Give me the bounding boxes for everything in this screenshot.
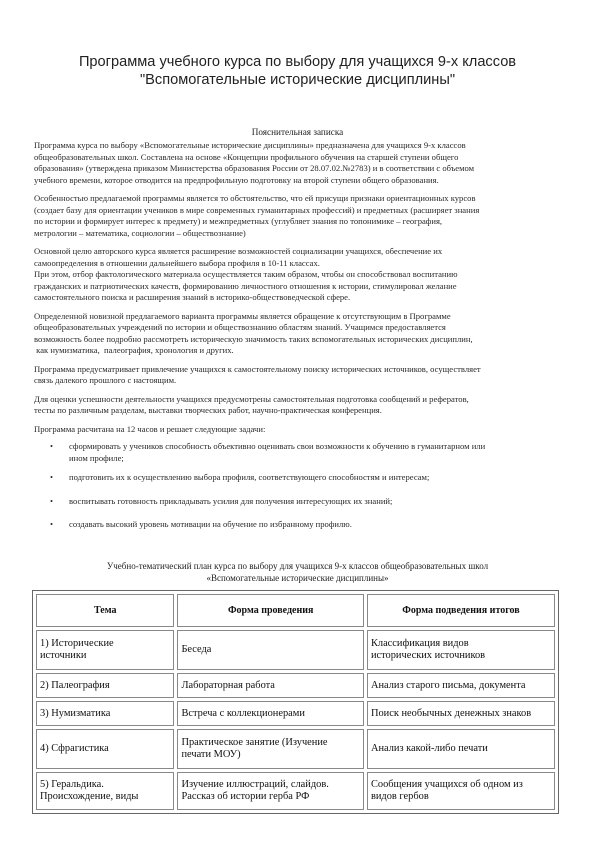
list-item-line: подготовить их к осуществлению выбора профиля, соответствующего способностям и интересам;	[69, 472, 430, 482]
paragraph	[34, 193, 564, 239]
result-cell	[367, 630, 555, 670]
table-row	[36, 673, 555, 698]
cell-line: Поиск необычных денежных знаков	[370, 707, 532, 719]
curriculum-plan-heading	[0, 561, 595, 584]
paragraph-line: образования» (утверждена приказом Министерства образования России от 28.07.02.№2783) и в соответствии с объемом	[34, 163, 475, 173]
cell-line: Происхождение, виды	[40, 791, 139, 802]
column-header-topic: Тема	[36, 594, 174, 627]
list-item-line: сформировать у учеников способность объективно оценивать свои возможности к обучению в гуманитарном или	[69, 441, 486, 451]
paragraph-line: метрологии – математика, социологии – обществознание)	[34, 227, 246, 238]
form-cell	[177, 701, 364, 726]
table-row	[36, 729, 555, 769]
list-item	[34, 496, 564, 508]
cell-line: Классификация видов	[370, 638, 469, 649]
paragraph	[34, 246, 564, 304]
plan-heading-line-2: «Вспомогательные исторические дисциплины»	[206, 572, 389, 583]
cell-line: видов гербов	[370, 791, 429, 802]
column-header-form: Форма проведения	[177, 594, 364, 627]
list-item	[34, 472, 564, 484]
paragraph-line: самоопределения в отношении дальнейшего выбора профиля в 10-11 классах.	[34, 257, 320, 268]
paragraph-line: общеобразовательных учреждений по истории и обществознанию областям знаний. Учащимся предоставляется	[34, 322, 446, 332]
paragraph	[34, 140, 564, 186]
list-item	[34, 519, 564, 531]
paragraph-line: Особенностью предлагаемой программы является то обстоятельство, что ей присущи признаки ориентационных курсов	[34, 193, 476, 203]
table-header-row	[36, 594, 555, 627]
paragraph	[34, 364, 564, 387]
bullet-icon: •	[50, 472, 54, 482]
cell-line: Анализ какой-либо печати	[370, 743, 488, 754]
paragraph-line: Программа расчитана на 12 часов и решает следующие задачи:	[34, 423, 266, 434]
paragraph-line: Для оценки успешности деятельности учащихся предусмотрены самостоятельная подготовка сообщений и рефератов,	[34, 393, 469, 404]
list-item-line: ином профиле;	[69, 452, 124, 463]
paragraph-line: связь далекого прошлого с настоящим.	[34, 375, 177, 385]
table-row	[36, 630, 555, 670]
cell-line: 2) Палеография	[40, 679, 110, 691]
form-cell	[177, 673, 364, 698]
cell-line: Рассказ об истории герба РФ	[181, 791, 310, 802]
paragraph-line: как нумизматика, палеография, хронология и других.	[34, 345, 234, 355]
bullet-icon: •	[50, 519, 54, 529]
topic-cell	[36, 729, 174, 769]
paragraph-line: общеобразовательных школ. Составлена на основе «Концепции профильного обучения на старшей ступени общего	[34, 151, 459, 162]
cell-line: Беседа	[181, 644, 212, 655]
topic-cell	[36, 701, 174, 726]
list-item-line: воспитывать готовность прикладывать усилия для получения интересующих их знаний;	[69, 495, 393, 506]
cell-line: печати МОУ)	[181, 749, 241, 760]
cell-line: Сообщения учащихся об одном из	[370, 779, 523, 790]
bullet-icon: •	[50, 495, 54, 506]
topic-cell	[36, 772, 174, 810]
cell-line: 3) Нумизматика	[40, 707, 111, 719]
list-item-line: создавать высокий уровень мотивации на обучение по избранному профилю.	[69, 519, 352, 529]
form-cell	[177, 630, 364, 670]
result-cell	[367, 772, 555, 810]
form-cell	[177, 729, 364, 769]
tasks-list	[34, 441, 564, 531]
cell-line: 5) Геральдика.	[40, 779, 104, 790]
result-cell	[367, 673, 555, 698]
paragraph-line: Программа предусматривает привлечение учащихся к самостоятельному поиску исторических источников, осуществляет	[34, 363, 481, 374]
explanatory-note-heading: Пояснительная записка	[251, 127, 344, 137]
list-item	[34, 441, 564, 464]
cell-line: 4) Сфрагистика	[40, 743, 109, 754]
cell-line: Лабораторная работа	[181, 679, 275, 691]
topic-cell	[36, 630, 174, 670]
paragraph-line: по истории и формирует интерес к предмету) и межпредметных (углубляет знания по топонимике – география,	[34, 216, 443, 226]
paragraph-line: тесты по различным разделам, выставки творческих работ, научно-практическая конференция.	[34, 405, 382, 415]
paragraph-line: Определенной новизной предлагаемого варианта программы является обращение к отсутствующим в Программе	[34, 310, 451, 321]
table-row	[36, 772, 555, 810]
paragraph	[34, 424, 564, 436]
paragraph-line: Программа курса по выбору «Вспомогательные исторические дисциплины» предназначена для учащихся 9-х классов	[34, 140, 466, 150]
paragraph-line: При этом, отбор фактологического материала осуществляется таким образом, чтобы он способствовал воспитанию	[34, 269, 458, 279]
cell-line: Встреча с коллекционерами	[181, 707, 305, 719]
plan-heading-line-1: Учебно-тематический план курса по выбору для учащихся 9-х классов общеобразовательных школ	[106, 561, 489, 571]
paragraph-line: возможность более подробно рассмотреть историческую значимость таких вспомогательных исторических дисциплин,	[34, 333, 473, 344]
paragraph-line: Основной целю авторского курса является расширение возможностей социализации учащихся, обеспечение их	[34, 246, 443, 256]
table-row	[36, 701, 555, 726]
topic-cell	[36, 673, 174, 698]
cell-line: 1) Исторические	[40, 638, 114, 649]
explanatory-note-body	[34, 140, 564, 539]
cell-line: Практическое занятие (Изучение	[181, 737, 328, 748]
result-cell	[367, 701, 555, 726]
curriculum-table	[32, 590, 559, 814]
paragraph-line: (создает базу для ориентации учеников в мире современных гуманитарных профессий) и предметных (расширяет знания	[34, 204, 480, 215]
cell-line: источники	[40, 650, 87, 661]
document-title	[20, 53, 575, 89]
paragraph	[34, 311, 564, 357]
paragraph-line: учебного времени, которое отводится на предпрофильную подготовку на второй ступени общего образования.	[34, 174, 439, 185]
paragraph-line: самостоятельного поиска и расширения знаний в историко-обществоведческой сфере.	[34, 292, 351, 302]
title-line-1: Программа учебного курса по выбору для учащихся 9-х классов	[78, 54, 517, 70]
paragraph-line: гражданских и патриотических качеств, формированию личностного отношения к истории, стимулировал желание	[34, 280, 457, 291]
cell-line: Анализ старого письма, документа	[370, 679, 526, 691]
title-line-2: "Вспомогательные исторические дисциплины"	[139, 72, 456, 88]
bullet-icon: •	[50, 441, 54, 451]
cell-line: исторических источников	[370, 650, 486, 661]
form-cell	[177, 772, 364, 810]
column-header-result: Форма подведения итогов	[367, 594, 555, 627]
result-cell	[367, 729, 555, 769]
paragraph	[34, 394, 564, 417]
cell-line: Изучение иллюстраций, слайдов.	[181, 779, 329, 790]
